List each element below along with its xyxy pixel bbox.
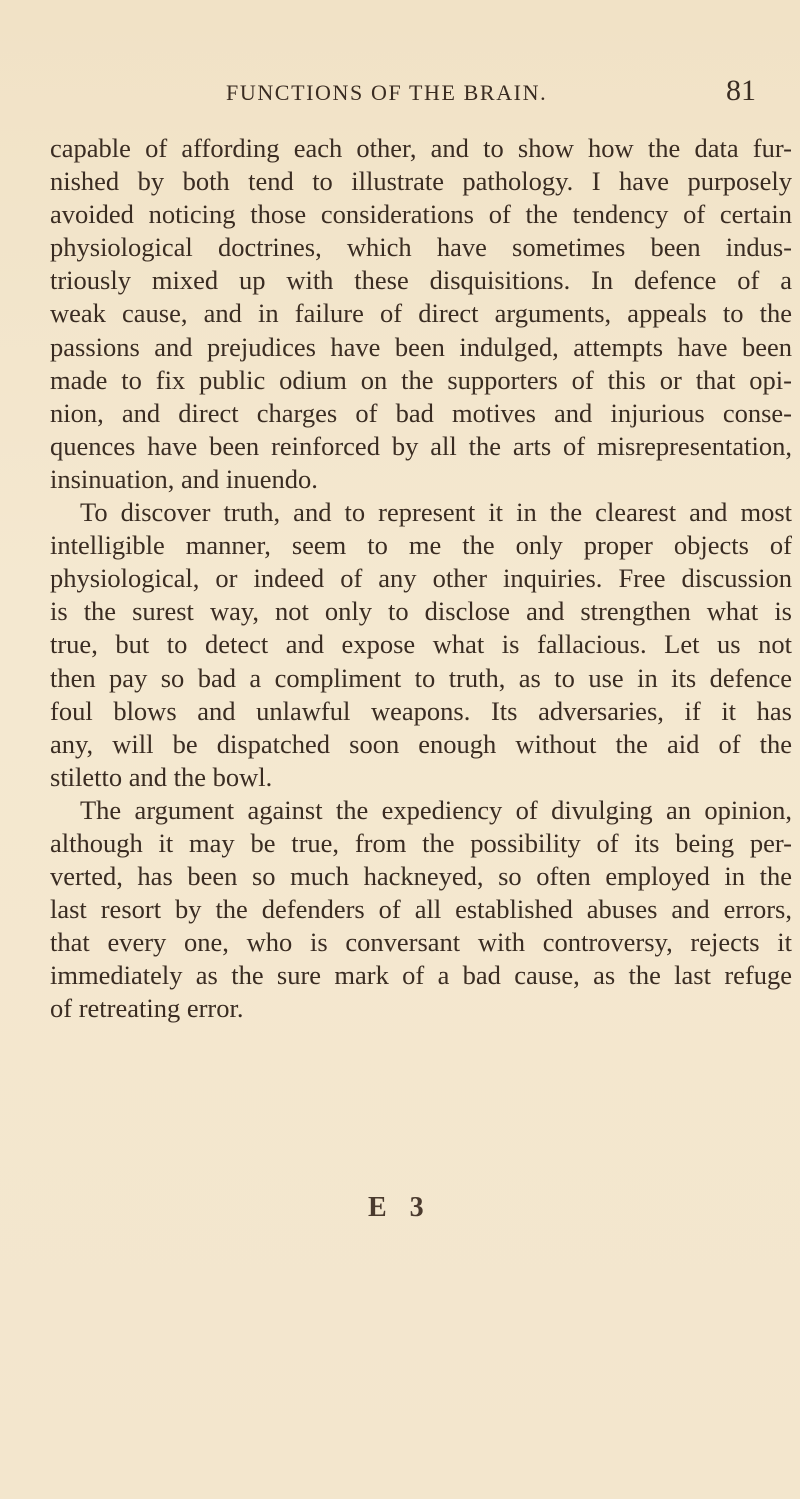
text-line: is the surest way, not only to disclose and strengthen what is [50, 596, 792, 627]
text-line: true, but to detect and expose what is fallacious. Let us not [50, 629, 792, 660]
page-header [226, 74, 756, 114]
signature-mark: E 3 [368, 1192, 432, 1223]
text-line: nion, and direct charges of bad motives and injurious conse- [50, 397, 792, 428]
text-line: although it may be true, from the possibility of its being per- [50, 827, 792, 858]
page-number: 81 [726, 74, 756, 107]
body-text [50, 132, 792, 1026]
text-line: foul blows and unlawful weapons. Its adversaries, if it has [50, 695, 792, 726]
text-line: intelligible manner, seem to me the only proper objects of [50, 530, 792, 561]
running-title: FUNCTIONS OF THE BRAIN. [226, 80, 548, 105]
text-line: that every one, who is conversant with controversy, rejects it [50, 927, 792, 958]
text-line: avoided noticing those considerations of the tendency of certain [50, 199, 792, 230]
text-line: To discover truth, and to represent it in the clearest and most [80, 497, 792, 528]
text-line: quences have been reinforced by all the arts of misrepresentation, [50, 430, 792, 461]
text-line: of retreating error. [50, 993, 244, 1024]
text-line: insinuation, and inuendo. [50, 463, 318, 494]
text-line: triously mixed up with these disquisitions. In defence of a [50, 265, 792, 296]
text-line: The argument against the expediency of divulging an opinion, [80, 794, 792, 825]
text-line: any, will be dispatched soon enough without the aid of the [50, 728, 792, 759]
text-line: physiological doctrines, which have sometimes been indus- [50, 232, 792, 263]
text-line: last resort by the defenders of all established abuses and errors, [50, 894, 792, 925]
text-line: then pay so bad a compliment to truth, as to use in its defence [50, 662, 792, 693]
text-line: physiological, or indeed of any other inquiries. Free discussion [50, 563, 792, 594]
text-line: weak cause, and in failure of direct arguments, appeals to the [50, 298, 792, 329]
text-line: capable of affording each other, and to show how the data fur- [50, 133, 792, 163]
text-line: passions and prejudices have been indulged, attempts have been [50, 331, 792, 362]
text-line: stiletto and the bowl. [50, 761, 273, 792]
text-line: nished by both tend to illustrate pathology. I have purposely [50, 166, 792, 197]
text-line: made to fix public odium on the supporters of this or that opi- [50, 364, 792, 395]
text-line: immediately as the sure mark of a bad cause, as the last refuge [50, 960, 792, 991]
text-line: verted, has been so much hackneyed, so often employed in the [50, 861, 792, 892]
